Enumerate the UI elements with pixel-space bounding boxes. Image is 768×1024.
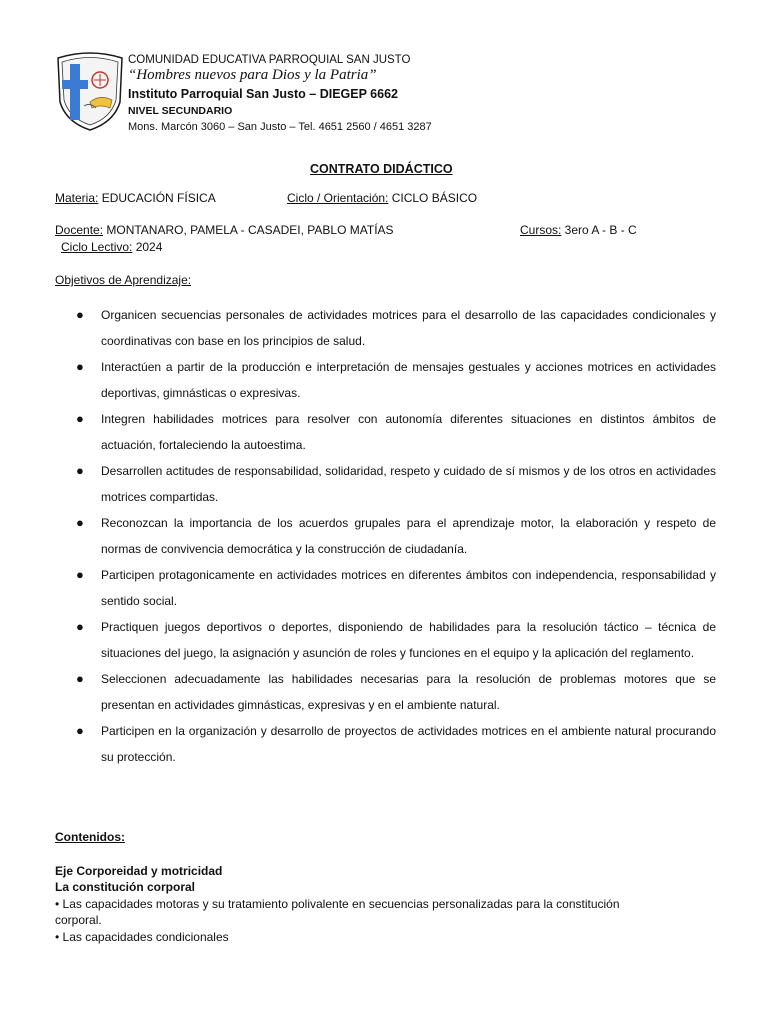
objectives-heading: Objetivos de Aprendizaje: bbox=[55, 273, 192, 287]
school-logo bbox=[54, 50, 126, 132]
cycle-value: CICLO BÁSICO bbox=[388, 191, 478, 205]
contents-heading: Contenidos: bbox=[55, 830, 125, 844]
bullet-icon: ● bbox=[76, 723, 84, 738]
bullet-icon: ● bbox=[76, 307, 84, 322]
courses-row bbox=[520, 223, 637, 237]
bullet-icon: ● bbox=[76, 671, 84, 686]
courses-value: 3ero A - B - C bbox=[561, 223, 637, 237]
cycle-row bbox=[287, 191, 477, 205]
school-level: NIVEL SECUNDARIO bbox=[128, 105, 233, 117]
community-name: COMUNIDAD EDUCATIVA PARROQUIAL SAN JUSTO bbox=[128, 54, 411, 66]
list-item bbox=[54, 718, 716, 770]
motto: “Hombres nuevos para Dios y la Patria” bbox=[128, 67, 377, 83]
cycle-label: Ciclo / Orientación: bbox=[287, 191, 389, 205]
objective-text: Participen en la organización y desarrollo de proyectos de actividades motrices en el ambiente natural procurando su protección. bbox=[101, 724, 716, 764]
objective-text: Practiquen juegos deportivos o deportes, disponiendo de habilidades para la resolución táctico – técnica de situaciones del juego, la asignación y asunción de roles y funciones en el equipo y la aplicación del reglamento. bbox=[101, 620, 716, 660]
list-item bbox=[54, 458, 716, 510]
list-item bbox=[54, 614, 716, 666]
objective-text: Integren habilidades motrices para resolver con autonomía diferentes situaciones en distintos ámbitos de actuación, fortaleciendo la autoestima. bbox=[101, 412, 716, 452]
courses-label: Cursos: bbox=[520, 223, 562, 237]
objectives-list bbox=[54, 302, 716, 770]
section-subheading: La constitución corporal bbox=[55, 880, 196, 894]
objective-text: Participen protagonicamente en actividades motrices en diferentes ámbitos con independencia, responsabilidad y sentido social. bbox=[101, 568, 716, 608]
school-year-label: Ciclo Lectivo: bbox=[61, 240, 133, 254]
subject-label: Materia: bbox=[55, 191, 99, 205]
list-item bbox=[54, 510, 716, 562]
school-address: Mons. Marcón 3060 – San Justo – Tel. 4651 2560 / 4651 3287 bbox=[128, 121, 432, 133]
subject-row bbox=[55, 191, 216, 205]
objective-text: Seleccionen adecuadamente las habilidades necesarias para la resolución de problemas motores que se presentan en actividades gimnásticas, expresivas y en el ambiente natural. bbox=[101, 672, 716, 712]
content-item-line: corporal. bbox=[55, 913, 102, 927]
list-item bbox=[54, 666, 716, 718]
objective-text: Desarrollen actitudes de responsabilidad, solidaridad, respeto y cuidado de sí mismos y de los otros en actividades motrices compartidas. bbox=[101, 464, 716, 504]
content-item-line: • Las capacidades condicionales bbox=[55, 930, 229, 944]
teacher-label: Docente: bbox=[55, 223, 104, 237]
content-item-line: • Las capacidades motoras y su tratamiento polivalente en secuencias personalizadas para la constitución bbox=[55, 897, 620, 911]
axis-heading: Eje Corporeidad y motricidad bbox=[55, 864, 223, 878]
bullet-icon: ● bbox=[76, 567, 84, 582]
bullet-icon: ● bbox=[76, 619, 84, 634]
document-title: CONTRATO DIDÁCTICO bbox=[310, 162, 453, 176]
institute-name: Instituto Parroquial San Justo – DIEGEP 6662 bbox=[128, 87, 398, 101]
list-item bbox=[54, 562, 716, 614]
objective-text: Organicen secuencias personales de actividades motrices para el desarrollo de las capacidades condicionales y coordinativas con base en los principios de salud. bbox=[101, 308, 716, 348]
teacher-value: MONTANARO, PAMELA - CASADEI, PABLO MATÍAS bbox=[103, 223, 394, 237]
list-item bbox=[54, 354, 716, 406]
teacher-row bbox=[55, 223, 394, 237]
bullet-icon: ● bbox=[76, 515, 84, 530]
school-year-value: 2024 bbox=[132, 240, 163, 254]
bullet-icon: ● bbox=[76, 359, 84, 374]
list-item bbox=[54, 302, 716, 354]
objective-text: Reconozcan la importancia de los acuerdos grupales para el aprendizaje motor, la elaboración y respeto de normas de convivencia democrática y la construcción de ciudadanía. bbox=[101, 516, 716, 556]
bullet-icon: ● bbox=[76, 411, 84, 426]
list-item bbox=[54, 406, 716, 458]
school-year-row bbox=[61, 240, 162, 254]
objective-text: Interactúen a partir de la producción e interpretación de mensajes gestuales y acciones motrices en actividades deportivas, gimnásticas o expresivas. bbox=[101, 360, 716, 400]
subject-value: EDUCACIÓN FÍSICA bbox=[98, 191, 216, 205]
bullet-icon: ● bbox=[76, 463, 84, 478]
